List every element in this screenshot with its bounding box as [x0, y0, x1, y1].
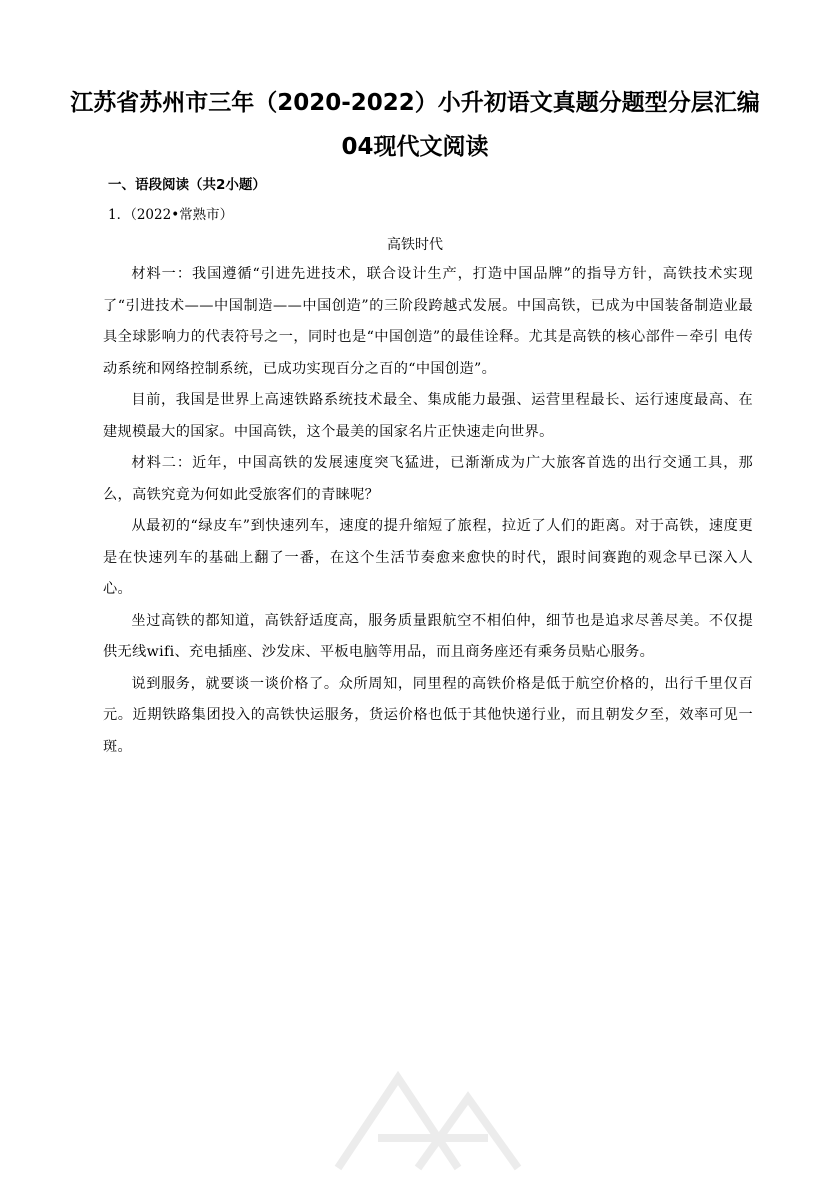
question-number: 1．（2022•常熟市）: [108, 207, 234, 223]
article-title: 高铁时代: [387, 237, 443, 253]
section-heading: 一、语段阅读（共2小题）: [108, 177, 266, 193]
paragraph-4: 从最初的“绿皮车”到快速列车，速度的提升缩短了旅程，拉近了人们的距离。对于高铁，速度更是在快速列车的基础上翻了一番，在这个生活节奏愈来愈快的时代，跟时间赛跑的观念早已深入人心。: [103, 518, 753, 597]
paragraph-2: 目前，我国是世界上高速铁路系统技术最全、集成能力最强、运营里程最长、运行速度最高、在建规模最大的国家。中国高铁，这个最美的国家名片正快速走向世界。: [103, 392, 753, 440]
paragraph-1: 材料一：我国遵循“引进先进技术，联合设计生产，打造中国品牌”的指导方针，高铁技术实现了“引进技术——中国制造——中国创造”的三阶段跨越式发展。中国高铁，已成为中国装备制造业最具全球影响力的代表符号之一，同时也是“中国创造”的最佳诠释。尤其是高铁的核心部件－牵引 电传动系统和网络控制系统，已成功实现百分之百的“中国创造”。: [103, 266, 753, 377]
document-title-line2: 04现代文阅读: [341, 134, 489, 160]
watermark-logo-icon: [318, 1058, 538, 1178]
paragraph-5: 坐过高铁的都知道，高铁舒适度高，服务质量跟航空不相伯仲，细节也是追求尽善尽美。不仅提供无线wifi、充电插座、沙发床、平板电脑等用品，而且商务座还有乘务员贴心服务。: [103, 612, 753, 660]
article-body: [103, 259, 753, 763]
paragraph-3: 材料二：近年，中国高铁的发展速度突飞猛进，已渐渐成为广大旅客首选的出行交通工具，那么，高铁究竟为何如此受旅客们的青睐呢？: [103, 455, 753, 503]
paragraph-6: 说到服务，就要谈一谈价格了。众所周知，同里程的高铁价格是低于航空价格的，出行千里仅百元。近期铁路集团投入的高铁快运服务，货运价格也低于其他快递行业，而且朝发夕至，效率可见一斑。: [103, 675, 753, 755]
document-title-line1: 江苏省苏州市三年（2020-2022）小升初语文真题分题型分层汇编: [70, 90, 760, 116]
